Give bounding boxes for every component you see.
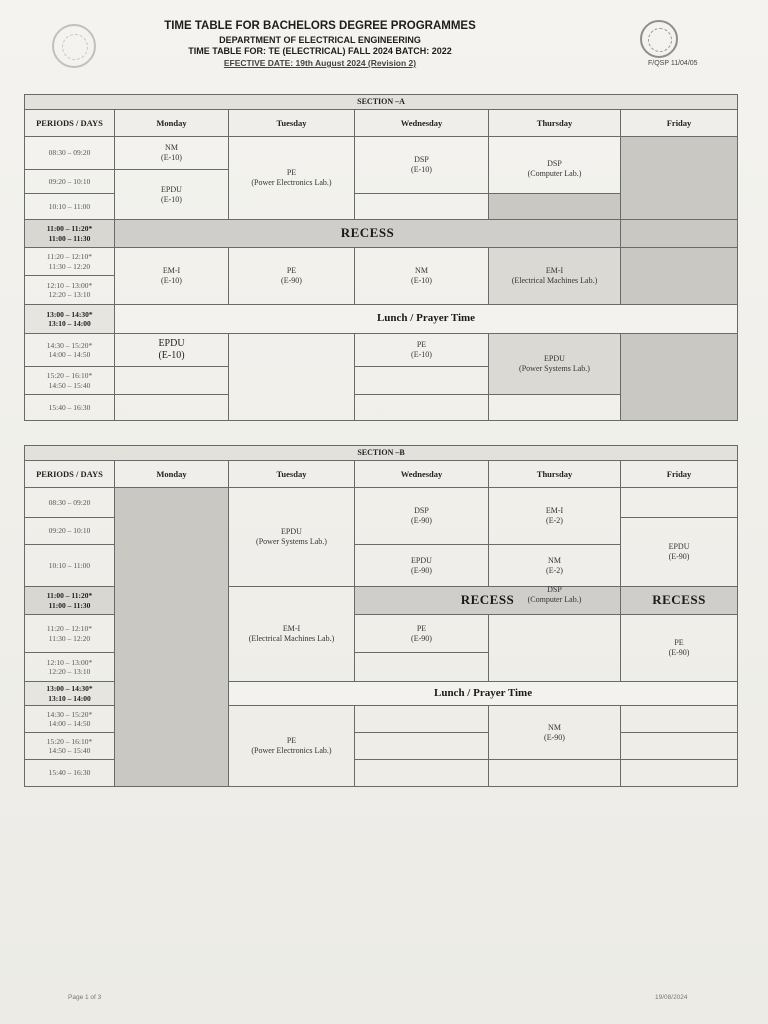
empty-cell [115, 367, 229, 395]
room-label: (E-10) [158, 350, 185, 361]
recess-label: RECESS [621, 587, 738, 615]
subject-label: NM [548, 555, 561, 565]
time-slot [25, 276, 115, 305]
subject-label: DSP [547, 585, 562, 594]
periods-days-header: PERIODS / DAYS [25, 461, 115, 488]
room-label: (E-10) [411, 276, 432, 285]
time-main: 13:10 – 14:00 [48, 319, 91, 328]
empty-cell [355, 706, 489, 733]
monday-header: Monday [115, 461, 229, 488]
class-cell [355, 334, 489, 367]
time-main: 13:10 – 14:00 [48, 693, 91, 703]
time-main: 11:30 – 12:20 [48, 633, 91, 643]
effective-date: EFECTIVE DATE: 19th August 2024 (Revision 2) [223, 58, 417, 68]
periods-days-header: PERIODS / DAYS [25, 110, 115, 137]
time-main: 14:50 – 15:40 [48, 380, 91, 390]
time-alt: 14:30 – 15:20* [46, 709, 93, 719]
page-number: Page 1 of 3 [68, 994, 102, 1001]
section-a-table [24, 94, 738, 421]
time-slot: 15:40 – 16:30 [25, 395, 115, 421]
room-label: (Electrical Machines Lab.) [248, 634, 335, 643]
time-slot [25, 733, 115, 760]
time-main: 11:00 – 11:30 [48, 233, 91, 243]
page-title: TIME TABLE FOR BACHELORS DEGREE PROGRAMMES [164, 20, 476, 32]
monday-header: Monday [115, 110, 229, 137]
room-label: (Power Systems Lab.) [256, 537, 327, 546]
time-slot: 10:10 – 11:00 [25, 545, 115, 587]
room-label: (E-90) [668, 648, 690, 657]
room-label: (E-10) [161, 153, 182, 162]
subject-label: EPDU [544, 354, 565, 363]
class-cell [229, 248, 355, 305]
recess-label: RECESS [355, 587, 621, 615]
empty-cell [355, 733, 489, 760]
thursday-header: Thursday [489, 110, 621, 137]
time-slot [25, 587, 115, 615]
time-alt: 11:00 – 11:20* [46, 224, 93, 234]
empty-cell [621, 137, 738, 220]
subject-label: PE [286, 266, 297, 275]
tuesday-header: Tuesday [229, 461, 355, 488]
class-cell [621, 518, 738, 587]
time-main: 12:20 – 13:10 [48, 667, 91, 676]
room-label: (E-90) [281, 276, 302, 285]
department-logo-icon [640, 20, 678, 58]
time-alt: 14:30 – 15:20* [46, 340, 93, 350]
time-main: 14:50 – 15:40 [48, 746, 91, 755]
empty-cell [621, 248, 738, 305]
room-label: (E-90) [411, 516, 432, 525]
room-label: (E-10) [411, 350, 432, 359]
time-slot [25, 367, 115, 395]
empty-cell [621, 220, 738, 248]
time-alt: 13:00 – 14:30* [46, 684, 93, 694]
subject-label: PE [416, 340, 427, 349]
subject-label: DSP [414, 506, 429, 515]
class-cell [489, 545, 621, 587]
empty-cell [489, 395, 621, 421]
empty-cell [115, 488, 229, 787]
section-a-title: SECTION –A [25, 95, 738, 110]
room-label: (E-90) [544, 732, 565, 742]
room-label: (E-90) [411, 565, 432, 575]
class-cell [489, 334, 621, 395]
lunch-label: Lunch / Prayer Time [229, 682, 738, 706]
class-cell [229, 706, 355, 787]
subject-label: PE [286, 168, 297, 177]
room-label: (E-10) [161, 276, 182, 285]
time-slot [25, 334, 115, 367]
thursday-header: Thursday [489, 461, 621, 488]
friday-header: Friday [621, 110, 738, 137]
empty-cell [489, 760, 621, 787]
time-alt: 12:10 – 13:00* [46, 657, 93, 667]
empty-cell [355, 194, 489, 220]
section-b-title: SECTION –B [25, 446, 738, 461]
time-main: 14:00 – 14:50 [48, 719, 91, 728]
time-main: 14:00 – 14:50 [48, 350, 91, 359]
class-cell [621, 615, 738, 682]
class-cell [489, 706, 621, 760]
class-cell [229, 488, 355, 587]
class-cell [115, 137, 229, 170]
room-label: (Computer Lab.) [527, 595, 582, 604]
class-cell [355, 615, 489, 653]
subject-label: EM-I [282, 624, 301, 633]
subject-label: EPDU [411, 555, 432, 565]
empty-cell [355, 395, 489, 421]
tuesday-header: Tuesday [229, 110, 355, 137]
wednesday-header: Wednesday [355, 110, 489, 137]
subject-label: EM-I [545, 266, 564, 275]
timetable-subtitle: TIME TABLE FOR: TE (ELECTRICAL) FALL 2024 BATCH: 2022 [188, 46, 452, 56]
time-slot: 08:30 – 09:20 [25, 137, 115, 170]
class-cell [115, 334, 229, 367]
lunch-label: Lunch / Prayer Time [115, 305, 738, 334]
class-cell [355, 137, 489, 194]
empty-cell [355, 760, 489, 787]
empty-cell [621, 334, 738, 421]
subject-label: PE [286, 736, 297, 745]
empty-cell [355, 653, 489, 682]
time-main: 11:00 – 11:30 [48, 600, 91, 610]
class-cell [115, 170, 229, 220]
empty-cell [621, 706, 738, 733]
time-slot [25, 305, 115, 334]
time-alt: 13:00 – 14:30* [46, 309, 93, 319]
empty-cell [489, 194, 621, 220]
subject-label: PE [674, 638, 684, 647]
time-slot [25, 706, 115, 733]
subject-label: NM [548, 722, 561, 732]
subject-label: EM-I [162, 266, 181, 275]
class-cell [355, 488, 489, 545]
time-alt: 15:20 – 16:10* [46, 371, 93, 381]
subject-label: EPDU [161, 184, 182, 194]
empty-cell [621, 760, 738, 787]
time-slot [25, 682, 115, 706]
room-label: (Computer Lab.) [527, 169, 582, 178]
time-slot: 10:10 – 11:00 [25, 194, 115, 220]
time-slot [25, 615, 115, 653]
friday-header: Friday [621, 461, 738, 488]
class-cell [355, 545, 489, 587]
subject-label: NM [165, 143, 178, 152]
time-alt: 11:20 – 12:10* [46, 624, 93, 634]
time-slot [25, 653, 115, 682]
empty-cell [229, 334, 355, 421]
time-alt: 11:20 – 12:10* [46, 252, 93, 262]
time-slot [25, 220, 115, 248]
class-cell [489, 585, 621, 682]
room-label: (Electrical Machines Lab.) [511, 276, 598, 285]
room-label: (E-2) [546, 516, 563, 525]
time-slot: 08:30 – 09:20 [25, 488, 115, 518]
subject-label: NM [415, 266, 428, 275]
class-cell [229, 137, 355, 220]
empty-cell [115, 395, 229, 421]
time-alt: 15:20 – 16:10* [46, 736, 93, 746]
time-slot: 09:20 – 10:10 [25, 170, 115, 194]
time-main: 12:20 – 13:10 [48, 290, 91, 299]
class-cell [489, 137, 621, 194]
empty-cell [621, 733, 738, 760]
time-alt: 11:00 – 11:20* [46, 591, 93, 601]
class-cell [489, 488, 621, 545]
subject-label: EPDU [668, 542, 690, 551]
room-label: (Power Electronics Lab.) [251, 746, 332, 755]
time-main: 11:30 – 12:20 [48, 261, 91, 271]
footer-date: 19/08/2024 [655, 994, 688, 1001]
room-label: (E-10) [161, 194, 182, 204]
room-label: (Power Electronics Lab.) [251, 178, 332, 187]
subject-label: DSP [414, 155, 429, 164]
subject-label: EM-I [545, 506, 564, 515]
form-code: F/QSP 11/04/05 [648, 60, 698, 67]
wednesday-header: Wednesday [355, 461, 489, 488]
class-cell [229, 587, 355, 682]
room-label: (E-90) [668, 552, 690, 561]
section-b-table [24, 445, 738, 787]
subject-label: PE [416, 623, 427, 633]
time-slot [25, 248, 115, 276]
room-label: (E-10) [411, 165, 432, 174]
room-label: (Power Systems Lab.) [519, 364, 590, 373]
room-label: (E-90) [411, 633, 432, 643]
time-slot: 15:40 – 16:30 [25, 760, 115, 787]
class-cell [489, 248, 621, 305]
room-label: (E-2) [546, 565, 563, 575]
subject-label: DSP [547, 159, 562, 168]
time-alt: 12:10 – 13:00* [46, 280, 93, 290]
subject-label: EPDU [281, 527, 302, 536]
subject-label: EPDU [158, 337, 185, 349]
empty-cell [621, 488, 738, 518]
recess-label: RECESS [115, 220, 621, 248]
empty-cell [355, 367, 489, 395]
time-slot: 09:20 – 10:10 [25, 518, 115, 545]
class-cell [355, 248, 489, 305]
class-cell [115, 248, 229, 305]
department-name: DEPARTMENT OF ELECTRICAL ENGINEERING [219, 35, 421, 45]
